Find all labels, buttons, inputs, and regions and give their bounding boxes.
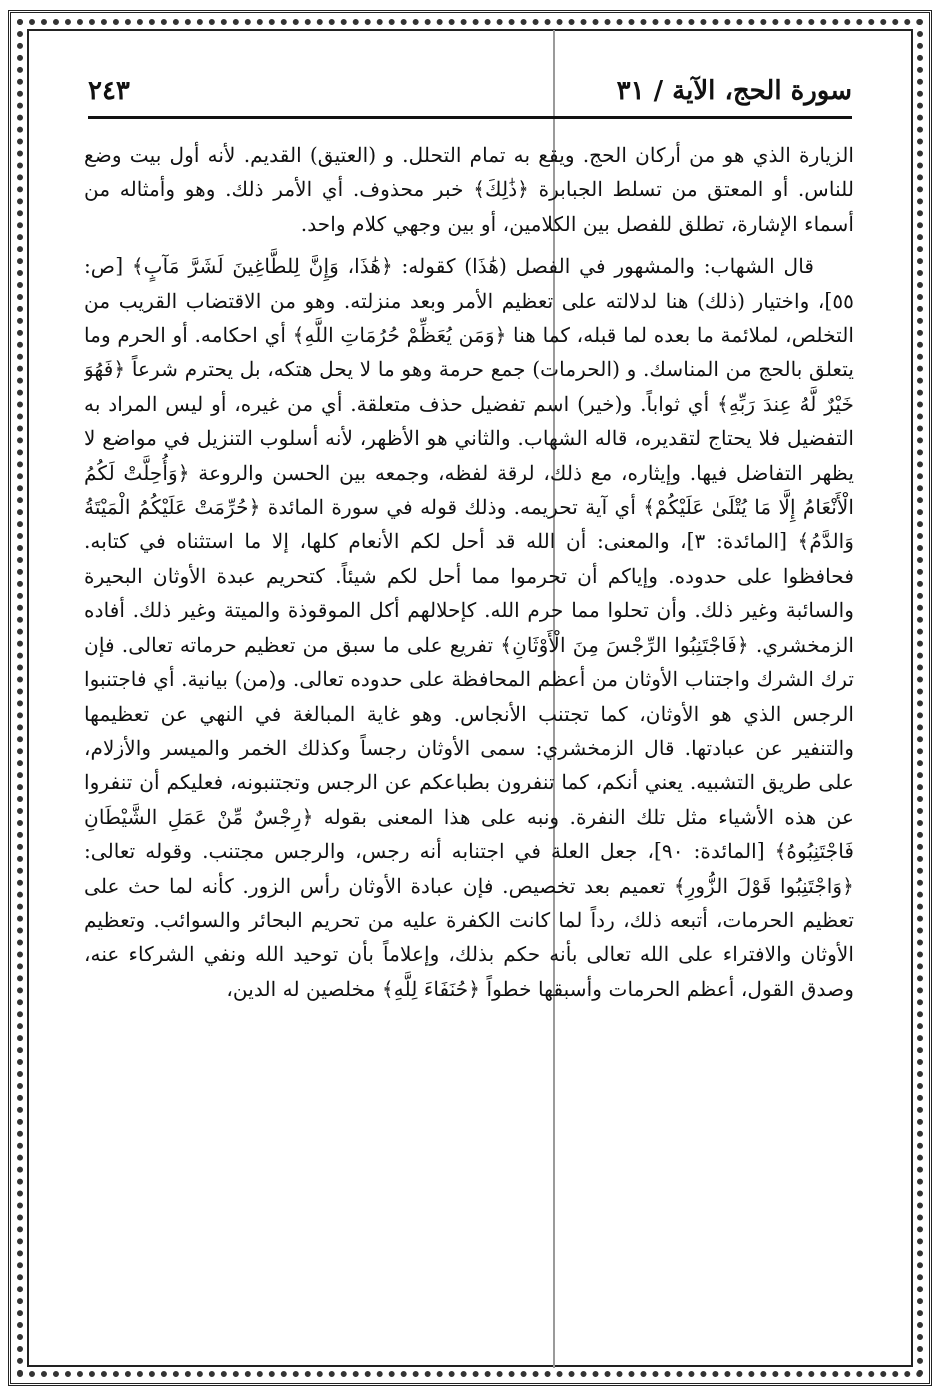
page-header xyxy=(88,66,852,119)
paragraph: الزيارة الذي هو من أركان الحج. ويقع به تمام التحلل. و (العتيق) القديم. لأنه أول بيت وضع للناس. أو المعتق من تسلط الجبابرة ﴿ذَٰلِكَ﴾ خبر محذوف. أي الأمر ذلك. وهو وأمثاله من أسماء الإشارة، تطلق للفصل بين الكلامين، أو بين وجهي كلام واحد. xyxy=(84,143,854,236)
running-title: سورة الحج، الآية / ٣١ xyxy=(616,76,852,106)
page-number: ٢٤٣ xyxy=(88,76,130,106)
paragraph: قال الشهاب: والمشهور في الفصل (هَٰذَا) كقوله: ﴿هَٰذَا، وَإِنَّ لِلطَّاغِينَ لَشَرَّ مَآبٍ﴾ [ص: ٥٥]، واختيار (ذلك) هنا لدلالته على تعظيم الأمر وبعد منزلته. وهو من الاقتضاب القريب من التخلص، لملائمة ما بعده لما قبله، كما هنا ﴿وَمَن يُعَظِّمْ حُرُمَاتِ اللَّهِ﴾ أي احكامه. أو الحرم وما يتعلق بالحج من المناسك. و (الحرمات) جمع حرمة وهو ما لا يحل هتكه، بل يحترم شرعاً ﴿فَهُوَ خَيْرٌ لَّهُ عِندَ رَبِّهِ﴾ أي ثواباً. و(خير) اسم تفضيل حذف متعلقة. أي من غيره، أو ليس المراد به التفضيل فلا يحتاج لتقديره، قاله الشهاب. والثاني هو الأظهر، لأنه أسلوب التنزيل في مواضع لا يظهر التفاضل فيها. وإيثاره، مع ذلك، لرقة لفظه، وجمعه بين الحسن والروعة ﴿وَأُحِلَّتْ لَكُمُ الْأَنْعَامُ إِلَّا مَا يُتْلَىٰ عَلَيْكُمْ﴾ أي آية تحريمه. وذلك قوله في سورة المائدة ﴿حُرِّمَتْ عَلَيْكُمُ الْمَيْتَةُ وَالدَّمُ﴾ [المائدة: ٣]، والمعنى: أن الله قد أحل لكم الأنعام كلها، إلا ما استثناه في كتابه. فحافظوا على حدوده. وإياكم أن تحرموا مما أحل لكم شيئاً. كتحريم عبدة الأوثان البحيرة والسائبة وغير ذلك. وأن تحلوا مما حرم الله. كإحلالهم أكل الموقوذة والميتة وغير ذلك. أفاده الزمخشري. ﴿فَاجْتَنِبُوا الرِّجْسَ مِنَ الْأَوْثَانِ﴾ تفريع على ما سبق من تعظيم حرماته تعالى. فإن ترك الشرك واجتناب الأوثان من أعظم المحافظة على حدوده تعالى. و(من) بيانية. أي فاجتنبوا الرجس الذي هو الأوثان، كما تجتنب الأنجاس. وهو غاية المبالغة في النهي عن تعظيمها والتنفير عن عبادتها. قال الزمخشري: سمى الأوثان رجساً وكذلك الخمر والميسر والأزلام، على طريق التشبيه. يعني أنكم، كما تنفرون بطباعكم عن الرجس وتجتنبونه، فعليكم أن تنفروا عن هذه الأشياء مثل تلك النفرة. ونبه على هذا المعنى بقوله ﴿رِجْسٌ مِّنْ عَمَلِ الشَّيْطَانِ فَاجْتَنِبُوهُ﴾ [المائدة: ٩٠]، جعل العلة في اجتنابه أنه رجس، والرجس مجتنب. وقوله تعالى: ﴿وَاجْتَنِبُوا قَوْلَ الزُّورِ﴾ تعميم بعد تخصيص. فإن عبادة الأوثان رأس الزور. كأنه لما حث على تعظيم الحرمات، أتبعه ذلك، رداً لما كانت الكفرة عليه من تحريم البحائر والسوائب. وتعظيم الأوثان والافتراء على الله تعالى بأنه حكم بذلك، وإعلاماً بأن توحيد الله ونفي الشركاء عنه، وصدق القول، أعظم الحرمات وأسبقها خطواً ﴿حُنَفَاءَ لِلَّهِ﴾ مخلصين له الدين، xyxy=(84,254,854,1001)
page-body xyxy=(84,138,854,1328)
